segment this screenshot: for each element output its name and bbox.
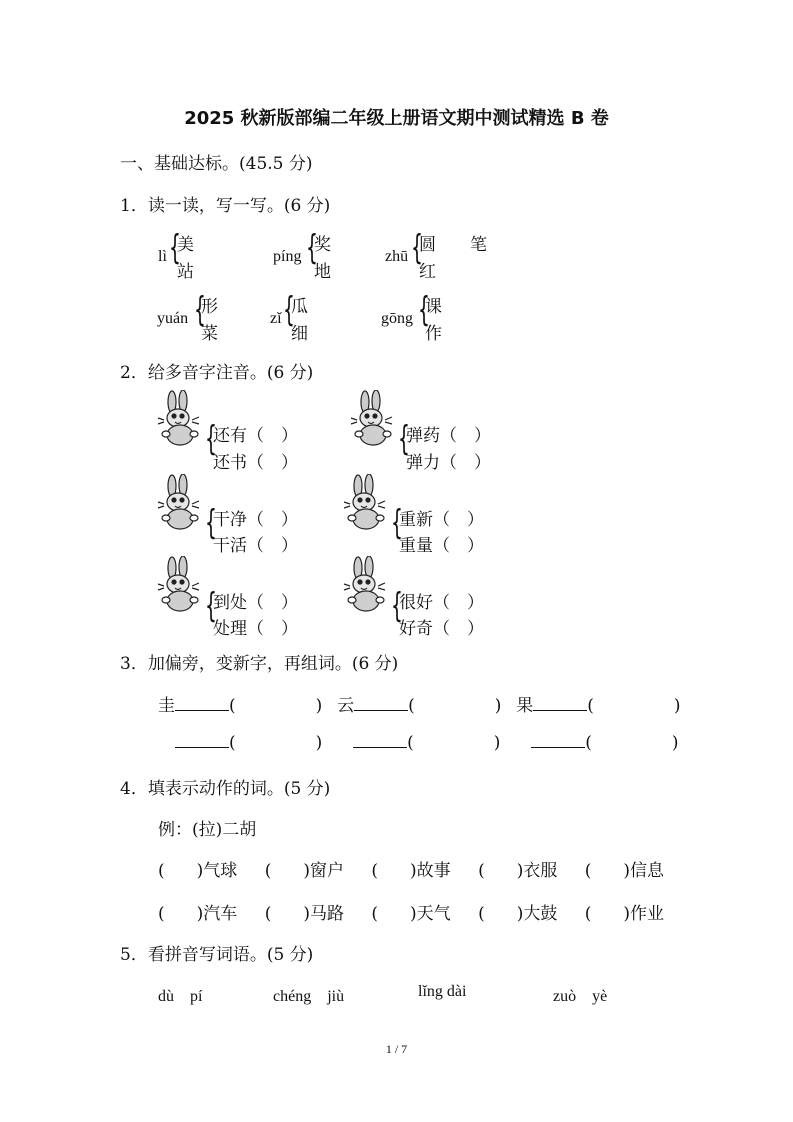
page-number: 1 / 7 <box>385 1042 408 1056</box>
brace: { <box>205 586 217 626</box>
answer-blank[interactable] <box>175 747 229 748</box>
char-top: 形 <box>201 297 218 317</box>
char-top: 课 <box>425 297 442 317</box>
pinyin-word: chéng jiù <box>273 988 345 1005</box>
verb-object: 作业 <box>630 904 665 924</box>
q4-row-1: ( )气球 ( )窗户 ( )故事 ( )衣服 ( )信息 <box>158 861 665 881</box>
brace: { <box>169 228 181 268</box>
verb-object: 窗户 <box>309 861 344 881</box>
verb-object: 大鼓 <box>523 904 558 924</box>
pinyin: zǐ <box>270 310 282 327</box>
char-bottom: 站 <box>177 262 194 282</box>
base-char: 圭 <box>158 696 175 716</box>
brace: { <box>283 290 295 330</box>
word-bottom: 处理（ ） <box>213 619 298 639</box>
word-bottom: 重量（ ） <box>399 536 484 556</box>
brace: { <box>418 290 430 330</box>
brace: { <box>391 586 403 626</box>
verb-object: 衣服 <box>523 861 558 881</box>
verb-object: 故事 <box>416 861 451 881</box>
brace: { <box>205 503 217 543</box>
char-bottom: 地 <box>314 262 331 282</box>
rabbit-illustration <box>156 474 206 532</box>
char-top: 美 <box>177 235 194 255</box>
pinyin-word: lǐng dài <box>418 983 467 1000</box>
word-top: 到处（ ） <box>213 593 298 613</box>
pinyin-word: zuò yè <box>553 988 608 1005</box>
char-top: 奖 <box>314 235 331 255</box>
q4-row-2: ( )汽车 ( )马路 ( )天气 ( )大鼓 ( )作业 <box>158 904 665 924</box>
q3-row-2: ( ) ( ) ( ) <box>175 733 678 753</box>
answer-blank[interactable] <box>533 710 587 711</box>
word-bottom: 干活（ ） <box>213 536 298 556</box>
rabbit-illustration <box>342 474 392 532</box>
word-top: 干净（ ） <box>213 510 298 530</box>
word-top: 很好（ ） <box>399 593 484 613</box>
brace: { <box>205 419 217 459</box>
answer-blank[interactable] <box>531 747 585 748</box>
rabbit-illustration <box>156 390 206 448</box>
char-top: 瓜 <box>291 297 308 317</box>
base-char: 果 <box>516 696 534 716</box>
pinyin-word: dù pí <box>158 988 203 1005</box>
question-2-label: 2．给多音字注音。(6 分) <box>120 363 314 383</box>
pinyin: yuán <box>157 310 189 327</box>
answer-blank[interactable] <box>353 747 407 748</box>
verb-object: 天气 <box>416 904 451 924</box>
rabbit-illustration <box>349 390 399 448</box>
question-4-label: 4．填表示动作的词。(5 分) <box>120 779 331 799</box>
char-bottom: 红 <box>419 262 436 282</box>
word-top: 重新（ ） <box>399 510 484 530</box>
char-top: 圆 笔 <box>419 235 487 255</box>
verb-object: 气球 <box>203 861 238 881</box>
word-bottom: 好奇（ ） <box>399 619 484 639</box>
word-bottom: 弹力（ ） <box>406 453 491 473</box>
brace: { <box>194 290 206 330</box>
pinyin: gōng <box>381 310 413 327</box>
verb-object: 马路 <box>309 904 344 924</box>
brace: { <box>398 419 410 459</box>
verb-object: 汽车 <box>203 904 238 924</box>
brace: { <box>391 503 403 543</box>
verb-object: 信息 <box>630 861 665 881</box>
char-bottom: 菜 <box>201 324 218 344</box>
question-5-label: 5．看拼音写词语。(5 分) <box>120 945 314 965</box>
answer-blank[interactable] <box>175 710 229 711</box>
word-top: 还有（ ） <box>213 426 298 446</box>
example: 例：(拉)二胡 <box>158 820 257 840</box>
pinyin: píng <box>273 248 302 265</box>
char-bottom: 细 <box>291 324 308 344</box>
brace: { <box>306 228 318 268</box>
brace: { <box>411 228 423 268</box>
word-top: 弹药（ ） <box>406 426 491 446</box>
base-char: 云 <box>337 696 355 716</box>
question-1-label: 1．读一读，写一写。(6 分) <box>120 196 331 216</box>
question-3-label: 3．加偏旁，变新字，再组词。(6 分) <box>120 654 399 674</box>
page-title: 2025 秋新版部编二年级上册语文期中测试精选 B 卷 <box>184 108 609 129</box>
section-heading: 一、基础达标。(45.5 分) <box>120 154 313 174</box>
rabbit-illustration <box>156 556 206 614</box>
q3-row-1: 圭 ( ) 云 ( ) 果 ( ) <box>158 696 681 716</box>
pinyin: zhū <box>385 248 409 265</box>
pinyin: lì <box>158 248 167 265</box>
char-bottom: 作 <box>425 324 442 344</box>
word-bottom: 还书（ ） <box>213 453 298 473</box>
rabbit-illustration <box>342 556 392 614</box>
answer-blank[interactable] <box>354 710 408 711</box>
